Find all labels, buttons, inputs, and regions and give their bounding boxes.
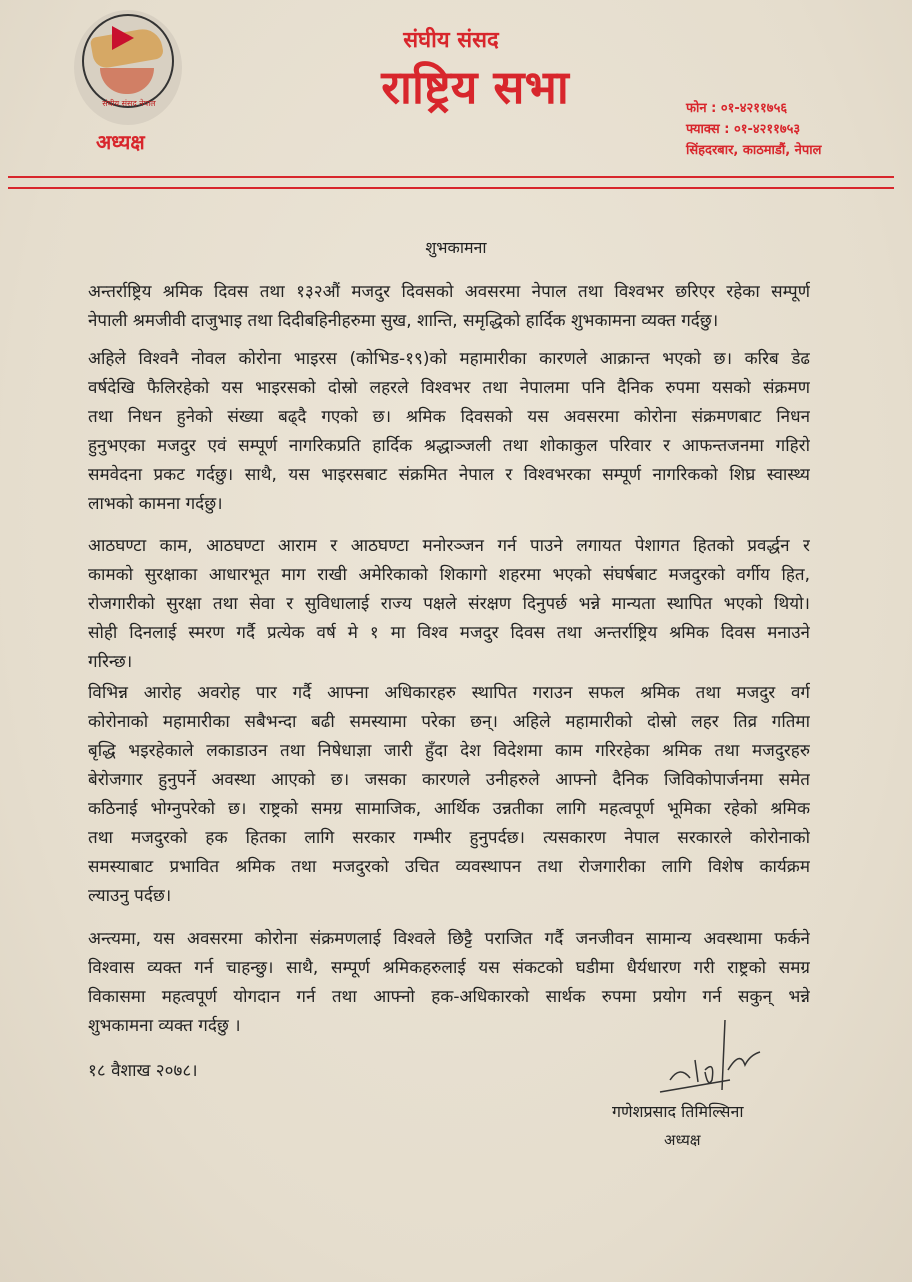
- paragraph-line: कामको सुरक्षाका आधारभूत माग राखी अमेरिकाको शिकागो शहरमा भएको संघर्षबाट मजदुरको वर्गीय हित,: [88, 565, 810, 585]
- paragraph-line: तथा मजदुरको हक हितका लागि सरकार गम्भीर हुनुपर्दछ। त्यसकारण नेपाल सरकारले कोरोनाको: [88, 828, 810, 848]
- paragraph-line: विकासमा महत्वपूर्ण योगदान गर्न तथा आफ्नो हक-अधिकारको सार्थक रुपमा प्रयोग गर्न सकुन् भन्ने: [88, 987, 810, 1007]
- paragraph-line: गरिन्छ।: [88, 652, 133, 672]
- paragraph-line: विभिन्न आरोह अवरोह पार गर्दै आफ्ना अधिकारहरु स्थापित गराउन सफल श्रमिक तथा मजदुर वर्ग: [88, 683, 810, 703]
- paragraph-line: हुनुभएका मजदुर एवं सम्पूर्ण नागरिकप्रति हार्दिक श्रद्धाञ्जली तथा शोकाकुल परिवार र आफन्तजनमा गहिरो: [88, 436, 810, 456]
- paragraph-line: ल्याउनु पर्दछ।: [88, 886, 172, 906]
- paragraph-line: नेपाली श्रमजीवी दाजुभाइ तथा दिदीबहिनीहरुमा सुख, शान्ति, समृद्धिको हार्दिक शुभकामना व्यक्त गर्दछु।: [88, 311, 719, 331]
- paragraph-line: अहिले विश्वनै नोवल कोरोना भाइरस (कोभिड-१९)को महामारीका कारणले आक्रान्त भएको छ। करिब डेढ: [88, 349, 810, 369]
- letter-heading: शुभकामना: [425, 238, 487, 257]
- header-rule: [8, 176, 894, 178]
- signatory-title: अध्यक्ष: [664, 1131, 701, 1149]
- letter-paragraph: [88, 345, 810, 519]
- address: सिंहदरबार, काठमाडौं, नेपाल: [686, 143, 822, 158]
- paragraph-line: रोजगारीको सुरक्षा तथा सेवा र सुविधालाई राज्य पक्षले संरक्षण दिनुपर्छ भन्ने मान्यता स्थापित भएको थियो।: [88, 594, 810, 614]
- paragraph-line: बृद्धि भइरहेकाले लकाडाउन तथा निषेधाज्ञा जारी हुँदा देश विदेशमा काम गरिरहेका श्रमिक तथा मजदुरहरु: [88, 741, 810, 761]
- letter-date: १८ वैशाख २०७८।: [88, 1061, 198, 1081]
- phone: फोन : ०१-४२११७५६: [686, 101, 788, 116]
- paragraph-line: आठघण्टा काम, आठघण्टा आराम र आठघण्टा मनोरञ्जन गर्न पाउने लगायत पेशागत हितको प्रवर्द्धन र: [88, 536, 810, 556]
- paragraph-line: बेरोजगार हुनुपर्ने अवस्था आएको छ। जसका कारणले उनीहरुले आफ्नो दैनिक जिविकोपार्जनमा समेत: [88, 770, 810, 790]
- paragraph-line: समवेदना प्रकट गर्दछु। साथै, यस भाइरसबाट संक्रमित नेपाल र विश्वभरका सम्पूर्ण नागरिकको शिघ्र स्वास्थ्य: [88, 465, 810, 485]
- logo-motto: संघीय संसद नेपाल: [102, 99, 156, 108]
- contact-block: [686, 98, 821, 161]
- paragraph-line: अन्त्यमा, यस अवसरमा कोरोना संक्रमणलाई विश्वले छिट्टै पराजित गर्दै जनजीवन सामान्य अवस्थामा फर्कने: [88, 929, 810, 949]
- signature: [650, 1010, 770, 1100]
- paragraph-line: सोही दिनलाई स्मरण गर्दै प्रत्येक वर्ष मे १ मा विश्व मजदुर दिवस तथा अन्तर्राष्ट्रिय श्रमिक दिवस मनाउने: [88, 623, 810, 643]
- paragraph-line: शुभकामना व्यक्त गर्दछु ।: [88, 1016, 241, 1036]
- letter-paragraph: [88, 679, 810, 911]
- fax: फ्याक्स : ०१-४२११७५३: [686, 122, 801, 137]
- paragraph-line: कठिनाई भोग्नुपरेको छ। राष्ट्रको समग्र सामाजिक, आर्थिक उन्नतीका लागि महत्वपूर्ण भूमिका रहेको श्रमिक: [88, 799, 810, 819]
- letter-paragraph: [88, 532, 810, 677]
- paragraph-line: अन्तर्राष्ट्रिय श्रमिक दिवस तथा १३२औं मजदुर दिवसको अवसरमा नेपाल तथा विश्वभर छरिएर रहेका सम्पूर्ण: [88, 282, 810, 302]
- paragraph-line: कोरोनाको महामारीका सबैभन्दा बढी समस्यामा परेका छन्। अहिले महामारीको दोस्रो लहर तिव्र गतिमा: [88, 712, 810, 732]
- paragraph-line: वर्षदेखि फैलिरहेको यस भाइरसको दोस्रो लहरले विश्वभर तथा नेपालमा पनि दैनिक रुपमा यसको संक्रमण: [88, 378, 810, 398]
- signatory-name: गणेशप्रसाद तिमिल्सिना: [612, 1102, 744, 1121]
- letterhead-subtitle: संघीय संसद: [403, 28, 499, 53]
- office-label: अध्यक्ष: [96, 130, 145, 154]
- paragraph-line: लाभको कामना गर्दछु।: [88, 494, 223, 514]
- letter-paragraph: [88, 278, 810, 336]
- paragraph-line: तथा निधन हुनेको संख्या बढ्दै गएको छ। श्रमिक दिवसको यस अवसरमा कोरोना संक्रमणबाट निधन: [88, 407, 810, 427]
- letterhead-title: राष्ट्रिय सभा: [381, 60, 569, 114]
- paragraph-line: विश्वास व्यक्त गर्न चाहन्छु। साथै, सम्पूर्ण श्रमिकहरुलाई यस संकटको घडीमा धैर्यधारण गरी राष्ट्रको समग्र: [88, 958, 810, 978]
- paragraph-line: समस्याबाट प्रभावित श्रमिक तथा मजदुरको उचित व्यवस्थापन तथा रोजगारीका लागि विशेष कार्यक्रम: [88, 857, 810, 877]
- header-rule: [8, 187, 894, 189]
